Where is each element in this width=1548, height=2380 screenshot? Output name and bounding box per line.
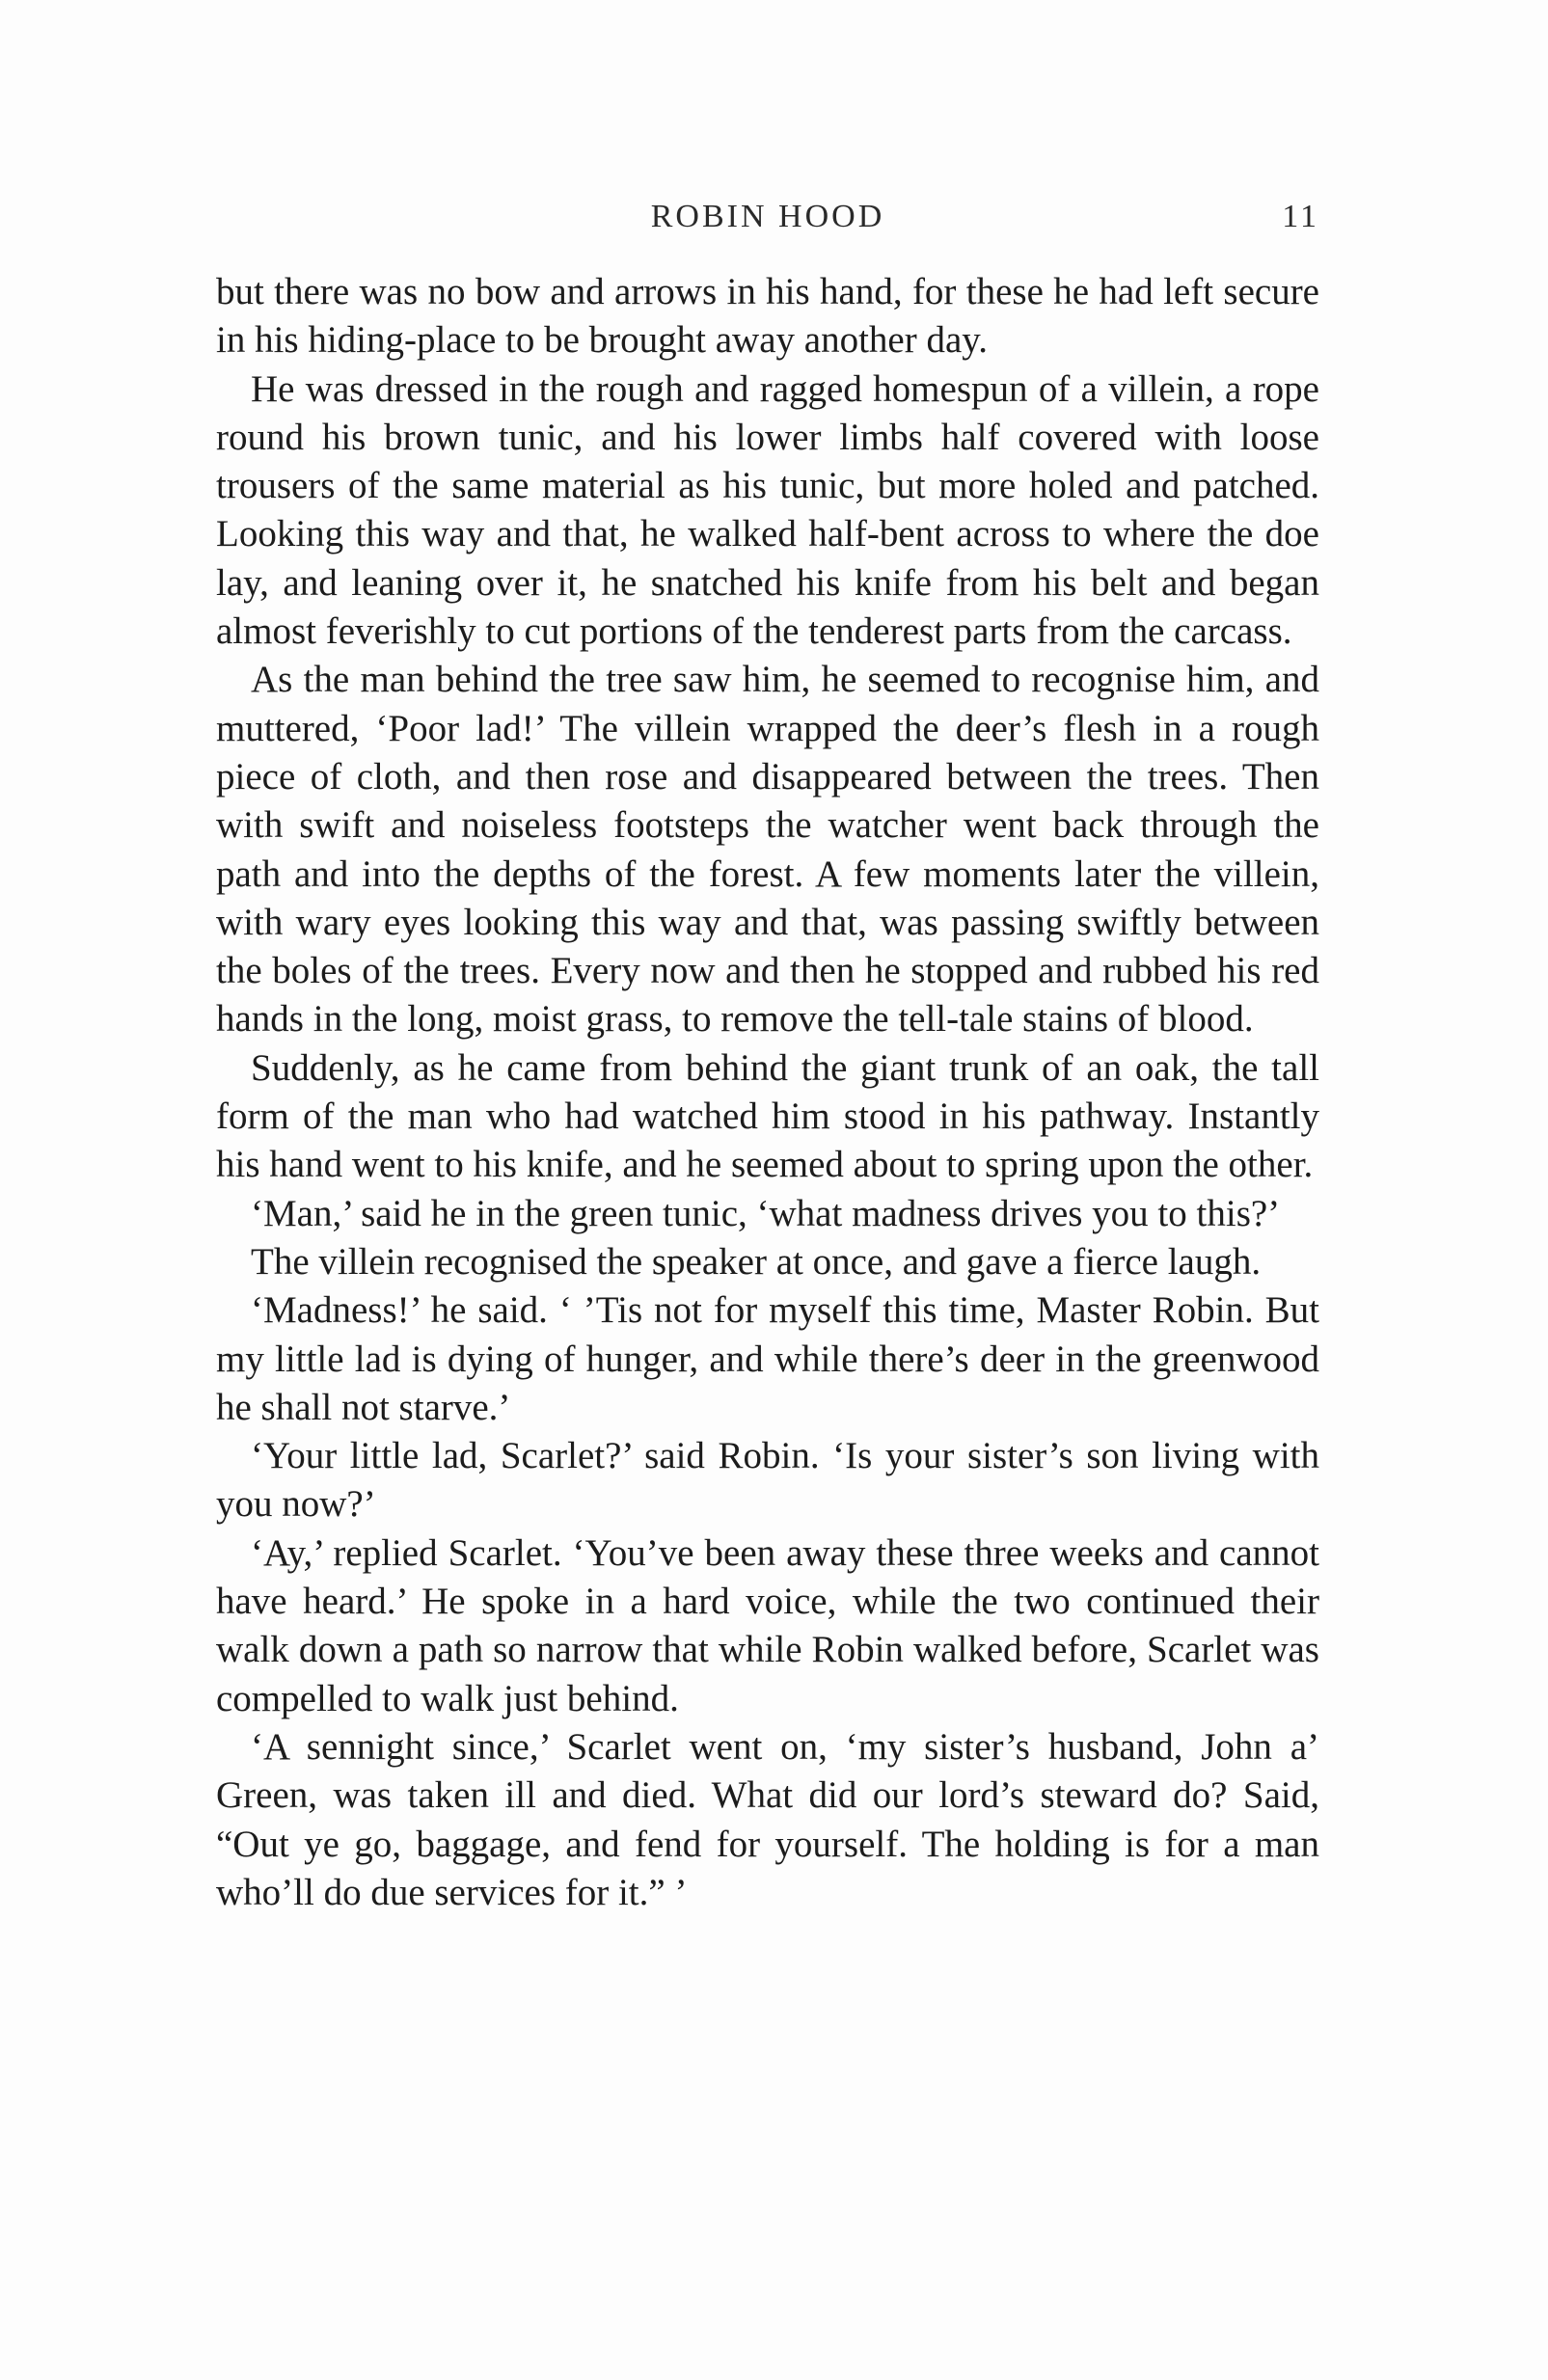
page-number: 11 — [1282, 199, 1319, 234]
paragraph-5: ‘Man,’ said he in the green tunic, ‘what madness drives you to this?’ — [251, 1192, 1281, 1234]
paragraph-4: Suddenly, as he came from behind the giant trunk of an oak, the tall form of the man who had watched him stood in his pathway. Instantly his hand went to his knife, and he seemed about to spring upon the other. — [216, 1046, 1319, 1186]
paragraph-3: As the man behind the tree saw him, he seemed to recognise him, and muttered, ‘Poor lad!’ The villein wrapped the deer’s flesh in a rough piece of cloth, and then rose and disappeared between the trees. Then with swift and noiseless footsteps the watcher went back through the path and into the depths of the forest. A few moments later the villein, with wary eyes looking this way and that, was passing swiftly between the boles of the trees. Every now and then he stopped and rubbed his red hands in the long, moist grass, to remove the tell-tale stains of blood. — [216, 659, 1319, 1041]
paragraph-10: ‘A sennight since,’ Scarlet went on, ‘my sister’s husband, John a’ Green, was taken ill and died. What did our lord’s steward do? Said, “Out ye go, baggage, and fend for yourself. The holding is for a man who’ll do due services for it.” ’ — [216, 1725, 1319, 1913]
paragraph-1: but there was no bow and arrows in his hand, for these he had left secure in his hiding-place to be brought away another day. — [216, 271, 1319, 362]
paragraph-2: He was dressed in the rough and ragged homespun of a villein, a rope round his brown tunic, and his lower limbs half covered with loose trousers of the same material as his tunic, but more holed and patched. Looking this way and that, he walked half-bent across to where the doe lay, and leaning over it, he snatched his knife from his belt and began almost feverishly to cut portions of the tenderest parts from the carcass. — [216, 367, 1319, 653]
body-text — [216, 268, 1319, 1917]
paragraph-6: The villein recognised the speaker at once, and gave a fierce laugh. — [251, 1240, 1262, 1283]
paragraph-9: ‘Ay,’ replied Scarlet. ‘You’ve been away these three weeks and cannot have heard.’ He spoke in a hard voice, while the two continued their walk down a path so narrow that while Robin walked before, Scarlet was compelled to walk just behind. — [216, 1531, 1319, 1719]
running-head — [216, 193, 1319, 251]
running-title: ROBIN HOOD — [650, 199, 885, 234]
paragraph-8: ‘Your little lad, Scarlet?’ said Robin. ‘Is your sister’s son living with you now?’ — [216, 1435, 1319, 1526]
paragraph-7: ‘Madness!’ he said. ‘ ’Tis not for myself this time, Master Robin. But my little lad is dying of hunger, and while there’s deer in the greenwood he shall not starve.’ — [216, 1289, 1319, 1428]
